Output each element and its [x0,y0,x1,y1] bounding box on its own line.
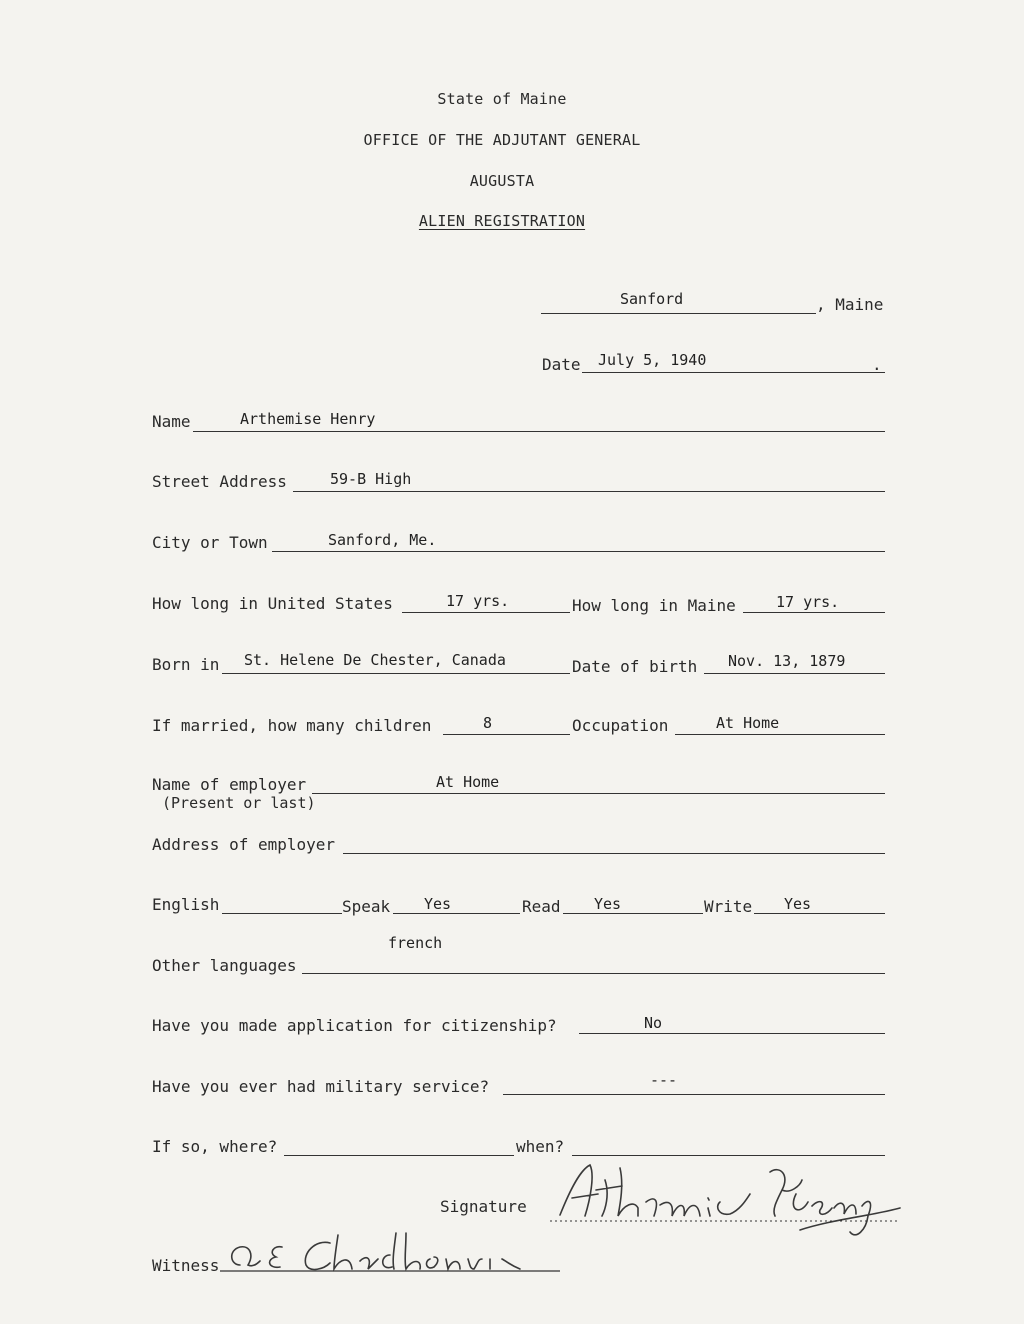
born-in-label: Born in [152,655,220,674]
military-line [503,1094,885,1095]
born-in-value: St. Helene De Chester, Canada [244,651,506,669]
witness-handwriting [220,1225,570,1285]
how-long-us-label: How long in United States [152,594,393,613]
english-line [222,913,342,914]
speak-value: Yes [424,895,452,913]
read-label: Read [522,897,561,916]
other-languages-value: french [388,934,443,952]
if-so-where-label: If so, where? [152,1137,278,1156]
how-long-maine-value: 17 yrs. [776,593,840,611]
place-town-value: Sanford [620,290,684,308]
speak-line [393,913,520,914]
witness-label: Witness [152,1256,220,1275]
employer-line [312,793,885,794]
city-line [272,551,885,552]
form-title: ALIEN REGISTRATION [418,212,586,230]
header-office: OFFICE OF THE ADJUTANT GENERAL [363,131,641,149]
if-so-where-line [284,1155,514,1156]
city-label: City or Town [152,533,268,552]
english-label: English [152,895,220,914]
children-value: 8 [483,714,493,732]
born-in-line [222,673,570,674]
how-long-maine-label: How long in Maine [572,596,736,615]
occupation-value: At Home [716,714,780,732]
other-languages-label: Other languages [152,956,297,975]
military-value: --- [650,1071,678,1089]
place-state-suffix: , Maine [816,295,884,314]
children-line [443,734,570,735]
write-line [754,913,885,914]
date-of-birth-label: Date of birth [572,657,698,676]
how-long-us-line [402,612,570,613]
other-languages-line [302,973,885,974]
citizenship-value: No [644,1014,663,1032]
street-address-value: 59-B High [330,470,412,488]
employer-sublabel: (Present or last) [162,794,316,812]
place-line [541,313,816,314]
date-of-birth-value: Nov. 13, 1879 [728,652,846,670]
how-long-us-value: 17 yrs. [446,592,510,610]
read-line [563,913,703,914]
header-state: State of Maine [437,90,567,108]
citizenship-label: Have you made application for citizenship? [152,1016,557,1035]
date-of-birth-line [704,673,885,674]
date-value: July 5, 1940 [598,351,707,369]
children-label: If married, how many children [152,716,432,735]
speak-label: Speak [342,897,391,916]
military-label: Have you ever had military service? [152,1077,490,1096]
occupation-line [675,734,885,735]
name-value: Arthemise Henry [240,410,376,428]
employer-value: At Home [436,773,500,791]
city-value: Sanford, Me. [328,531,437,549]
read-value: Yes [594,895,622,913]
header-city: AUGUSTA [469,172,535,190]
signature-handwriting [550,1150,910,1245]
date-end: . [872,355,882,374]
employer-address-label: Address of employer [152,835,336,854]
occupation-label: Occupation [572,716,669,735]
write-value: Yes [784,895,812,913]
name-line [193,431,885,432]
write-label: Write [704,897,753,916]
date-line [582,372,885,373]
employer-address-line [343,853,885,854]
how-long-maine-line [743,612,885,613]
citizenship-line [579,1033,885,1034]
name-label: Name [152,412,191,431]
when-label: when? [516,1137,565,1156]
street-address-line [293,491,885,492]
date-label: Date [542,355,581,374]
signature-label: Signature [440,1197,527,1216]
street-address-label: Street Address [152,472,287,491]
employer-label: Name of employer [152,775,307,794]
